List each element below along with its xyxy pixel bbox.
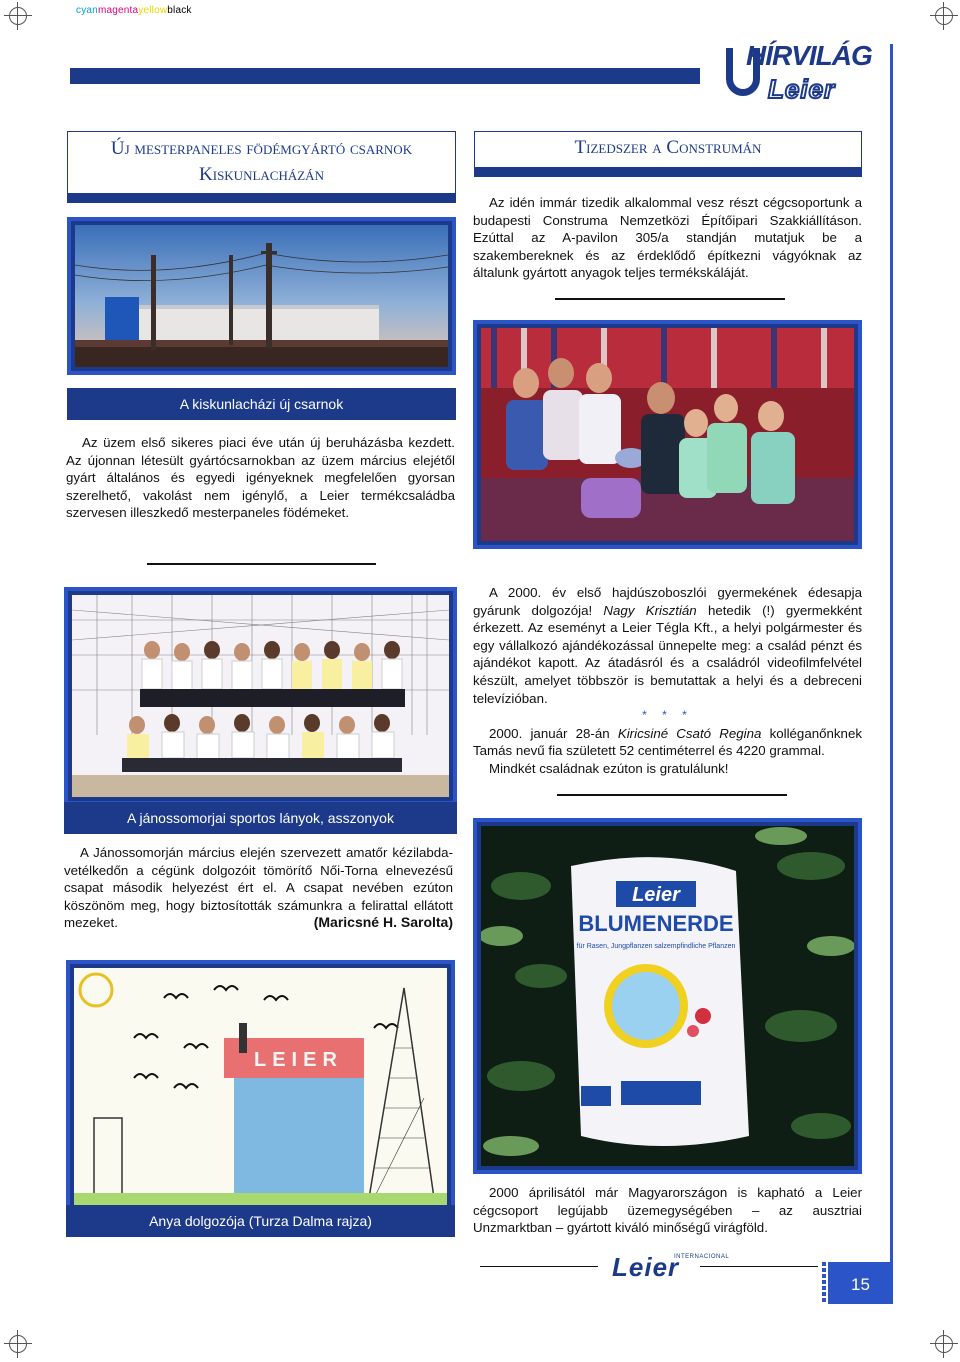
- caption-sports: A jánossomorjai sportos lányok, asszonyok: [64, 802, 457, 834]
- footer-logo-text: Leier: [612, 1252, 680, 1282]
- sports-team-photo: [64, 587, 457, 805]
- paragraph-congrats: Mindkét családnak ezúton is gratulálunk!: [489, 760, 729, 776]
- sports-team-photo-image: [72, 595, 449, 797]
- divider: [557, 794, 787, 796]
- hall-photo-image: [75, 225, 448, 367]
- black-label: black: [167, 5, 192, 16]
- child-drawing: [66, 960, 455, 1205]
- divider: [147, 563, 376, 565]
- registration-mark: [4, 1330, 32, 1358]
- text: A Jánossomorján március elején szervezett amatőr kézilabda-vetélkedőn a cégünk dolgozóit tömörítő Női-Torna elnevezésű csapat második helyezést ért el. A csapat nevében ezúton köszönöm meg, hogy biztosították számunkra a felirattal ellátott mezeket.: [64, 845, 453, 931]
- author-signature: (Maricsné H. Sarolta): [313, 914, 453, 931]
- article-sports-body: [64, 844, 453, 932]
- hall-photo: [67, 217, 456, 375]
- cyan-label: cyan: [76, 5, 98, 16]
- text: A 2000. év első hajdúszoboszlói gyermekének édesapja gyárunk dolgozója!: [473, 585, 862, 618]
- drawing-sign-text: LEIER: [254, 1049, 343, 1071]
- registration-mark: [930, 2, 958, 30]
- magenta-label: magenta: [97, 5, 139, 16]
- footer-logo-small: INTERNACIONAL: [674, 1254, 730, 1260]
- person-name: Kiricsiné Csató Regina: [617, 725, 762, 741]
- paragraph: Az üzem első sikeres piaci éve után új beruházásba kezdett. Az újonnan létesült gyártócsarnokban az üzem március elejétől gyárt általános és egyedi igényeknek megfelelően gyorsan szerelhető, vakolást nem igénylő, a Leier termékcsaládba szervesen illeszkedő mesterpaneles födémeket.: [66, 435, 455, 521]
- registration-mark: [4, 2, 32, 30]
- paragraph-birth-2: [473, 725, 862, 760]
- headline-construma: Tizedszer a Construmán: [474, 131, 862, 177]
- product-photo: [473, 818, 862, 1174]
- page-number: 15: [828, 1262, 893, 1304]
- footer-rule: [700, 1266, 818, 1267]
- paragraph: 2000 áprilisától már Magyarországon is kapható a Leier cégcsoport legújabb üzemegységében – az ausztriai Unzmarktban – gyártott kiváló minőségű virágföld.: [473, 1185, 862, 1236]
- headline-line-2: Kiskunlacházán: [199, 164, 324, 185]
- bag-brand: Leier: [632, 884, 680, 906]
- text: 2000. január 28-án: [489, 725, 618, 741]
- bag-product-name: BLUMENERDE: [578, 911, 734, 936]
- yellow-label: yellow: [138, 5, 168, 16]
- separator-stars: * * *: [642, 708, 693, 723]
- text: hetedik (!) gyermekként érkezett. Az eseményt a Leier Tégla Kft., a helyi polgármester és egy vállalkozó ajándékozással ünnepelte meg: a család pénzt és ajándékot kapott. Az átadásról és a családról videofilmfelvétel készült, amelyet többször is bemutattak a helyi és a debreceni televízióban.: [473, 602, 862, 706]
- family-photo-image: [481, 328, 854, 541]
- child-drawing-image: [74, 968, 447, 1205]
- headline-new-hall: [67, 131, 456, 203]
- hirvilag-logo: [724, 40, 874, 102]
- registration-mark: [930, 1330, 958, 1358]
- headline-line-1: Új mesterpaneles födémgyártó csarnok: [110, 138, 413, 159]
- page-edge-line: [890, 44, 893, 1294]
- article-hall-body: [66, 434, 455, 522]
- paragraph: [64, 844, 453, 932]
- article-family-body: [473, 584, 862, 778]
- article-product-body: [473, 1184, 862, 1237]
- color-bar-label: [76, 5, 192, 16]
- logo-title: HÍRVILÁG: [746, 40, 872, 71]
- article-construma-body: [473, 194, 862, 282]
- person-name: Nagy Krisztián: [603, 602, 697, 618]
- logo-brand: Leier: [768, 74, 836, 104]
- family-photo: [473, 320, 862, 549]
- caption-hall: A kiskunlacházi új csarnok: [67, 388, 456, 420]
- paragraph: Az idén immár tizedik alkalommal vesz részt cégcsoportunk a budapesti Construma Nemzetközi Építőipari Szakkiállításon. Ezúttal az A-pavilon 305/a standján mutatjuk be a szakembereknek és az érdeklődő építkezni vágyóknak az általunk gyártott anyagok teljes termékskáláját.: [473, 195, 862, 281]
- header-bar: [70, 68, 700, 84]
- caption-drawing: Anya dolgozója (Turza Dalma rajza): [66, 1205, 455, 1237]
- product-photo-image: [481, 826, 854, 1166]
- text: kolléganőnknek Tamás nevű fia született 52 centiméterrel és 4220 grammal.: [473, 725, 862, 759]
- footer-leier-logo: [612, 1252, 730, 1283]
- bag-subtitle: für Rasen, Jungpflanzen salzempfindliche Pflanzen: [576, 943, 736, 950]
- footer-rule: [480, 1266, 598, 1267]
- paragraph-birth: [473, 584, 862, 707]
- divider: [555, 298, 785, 300]
